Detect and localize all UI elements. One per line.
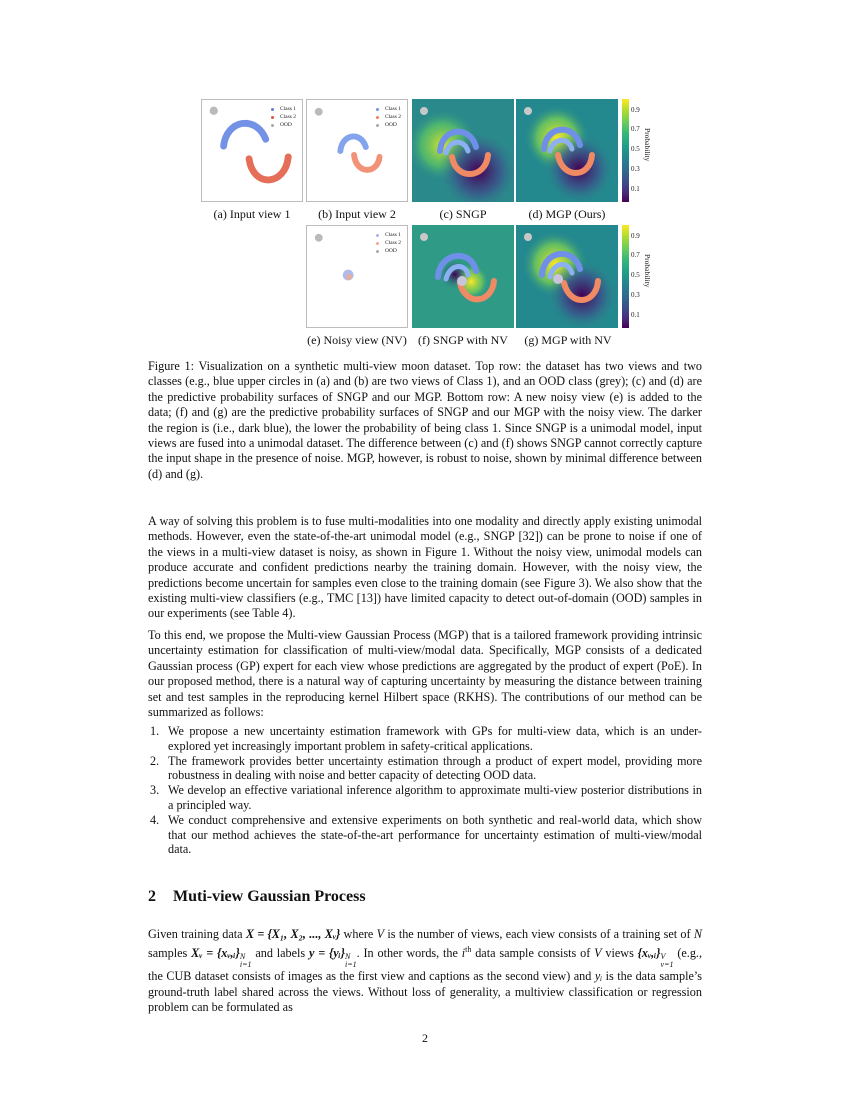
legend-class2: Class 2 <box>384 240 401 246</box>
panel-input-view-1 <box>201 99 303 202</box>
text: data sample consists of <box>471 946 595 961</box>
subcaption-a: (a) Input view 1 <box>213 207 291 221</box>
list-number: 2. <box>150 753 160 768</box>
text: samples <box>148 946 192 961</box>
subcaption-d: (d) MGP (Ours) <box>528 207 606 221</box>
subcaption-c: (c) SNGP <box>439 207 487 221</box>
list-number: 3. <box>150 783 160 798</box>
section-title: Muti-view Gaussian Process <box>173 888 366 905</box>
colorbar-top <box>622 99 629 202</box>
legend-ood: OOD <box>279 122 292 128</box>
text: (e.g., the CUB dataset consists of images as the first view and captions as the second view) and <box>148 946 703 984</box>
math-expression: X = {X₁, X₂, ..., Xᵥ} <box>245 927 341 941</box>
legend-class1: Class 1 <box>384 232 401 238</box>
list-text: We develop an effective variational inference algorithm to approximate multi-view posterior distributions in a principled way. <box>168 783 702 812</box>
subcaption-f: (f) SNGP with NV <box>418 333 508 347</box>
ood-marker-icon <box>376 124 379 127</box>
page-number: 2 <box>422 1031 428 1045</box>
heatmap-sngp-nv <box>412 225 514 328</box>
math-expression: N <box>693 927 703 941</box>
subcaption-e: (e) Noisy view (NV) <box>307 333 407 347</box>
class2-marker-icon <box>271 116 274 119</box>
heatmap-mgp <box>516 99 618 202</box>
colorbar-tick: 0.3 <box>631 165 640 173</box>
colorbar-tick: 0.9 <box>631 106 640 114</box>
subcaption-b: (b) Input view 2 <box>318 207 396 221</box>
math-expression: Xᵥ = {xᵥ,ᵢ} <box>191 946 240 961</box>
colorbar-label: Probability <box>643 128 652 162</box>
colorbar-tick: 0.7 <box>631 251 640 259</box>
section-number: 2 <box>148 888 156 905</box>
figure-caption: Figure 1: Visualization on a synthetic multi-view moon dataset. Top row: the dataset has two views and two classes (e.g., blue upper circles in (a) and (b) are two views of Class 1), and an OOD class (grey); (c) and (d) are the predictive probability surfaces of SNGP and our MGP. Bottom row: A new noisy view (e) is added to the data; (f) and (g) are the predictive probability surfaces of SNGP and our MGP with the noisy view. The darker the region is (i.e., dark blue), the lower the probability of being class 1. Since SNGP is a unimodal model, input views are fused into a unimodal dataset. The difference between (c) and (f) shows SNGP cannot correctly capture the input shape in the presence of noise. MGP, however, is robust to noise, shown by minimal difference between (d) and (g). <box>148 359 702 481</box>
text: . In other words, the <box>356 946 462 961</box>
panel-input-view-2 <box>306 99 408 202</box>
heatmap-mgp-nv <box>516 225 618 328</box>
math-limits <box>345 953 357 969</box>
colorbar-label: Probability <box>643 254 652 288</box>
class1-marker-icon <box>376 234 379 237</box>
math-expression: {xᵥ,ᵢ} <box>637 946 661 961</box>
legend-ood: OOD <box>384 122 397 128</box>
math-expression: V <box>594 946 602 961</box>
plot-legend <box>376 105 401 129</box>
math-limits <box>240 953 252 969</box>
math-expression: yᵢ <box>594 969 603 984</box>
colorbar-tick: 0.3 <box>631 291 640 299</box>
legend-class1: Class 1 <box>384 106 401 112</box>
colorbar-tick: 0.1 <box>631 185 640 193</box>
panel-noisy-view <box>306 225 408 328</box>
contribution-item <box>148 783 702 812</box>
ood-marker-icon <box>271 124 274 127</box>
list-text: We propose a new uncertainty estimation framework with GPs for multi-view data, which is an under-explored yet increasingly important problem in safety-critical applications. <box>168 724 702 753</box>
legend-class1: Class 1 <box>279 106 296 112</box>
contribution-item <box>148 754 702 783</box>
panel-mgp-with-nv <box>516 225 618 328</box>
ood-marker-icon <box>376 250 379 253</box>
panel-mgp <box>516 99 618 202</box>
math-sub: v=1 <box>660 960 674 970</box>
class2-marker-icon <box>376 242 379 245</box>
plot-legend <box>271 105 296 129</box>
math-expression: y = {yᵢ} <box>309 946 345 961</box>
legend-ood: OOD <box>384 248 397 254</box>
section-heading <box>148 888 366 906</box>
math-sup: N <box>239 952 246 962</box>
legend-class2: Class 2 <box>384 114 401 120</box>
contribution-item <box>148 813 702 857</box>
math-sub: i=1 <box>345 960 357 970</box>
contributions-list <box>148 724 702 857</box>
colorbar-tick: 0.9 <box>631 232 640 240</box>
text: Given training data <box>148 927 246 941</box>
text: is the data sample’s ground-truth label shared across the views. Without loss of generality, a multiview classification or regression problem can be formulated as <box>148 969 702 1015</box>
text: views <box>601 946 638 961</box>
legend-class2: Class 2 <box>279 114 296 120</box>
list-text: The framework provides better uncertainty estimation through a product of expert model, providing more robustness in dealing with noise and better capacity of detecting OOD data. <box>168 753 702 783</box>
math-limits <box>661 953 674 969</box>
colorbar-tick: 0.7 <box>631 125 640 133</box>
list-text: We conduct comprehensive and extensive experiments on both synthetic and real-world data, which show that our method achieves the state-of-the-art performance for uncertainty estimation of multi-view/modal data. <box>168 813 702 857</box>
math-sup: N <box>345 952 351 962</box>
colorbar-tick: 0.5 <box>631 145 640 153</box>
text: is the number of views, each view consists of a training set of <box>384 927 694 941</box>
panel-sngp <box>412 99 514 202</box>
class2-marker-icon <box>376 116 379 119</box>
plot-legend <box>376 231 401 255</box>
colorbar-tick: 0.5 <box>631 271 640 279</box>
panel-sngp-with-nv <box>412 225 514 328</box>
subcaption-g: (g) MGP with NV <box>524 333 612 347</box>
math-expression: V <box>376 927 385 941</box>
math-sup: V <box>660 952 666 962</box>
contribution-item <box>148 724 702 753</box>
section-paragraph <box>148 927 702 1016</box>
list-number: 4. <box>150 813 160 828</box>
heatmap-sngp <box>412 99 514 202</box>
math-expression: i <box>461 946 466 961</box>
colorbar-tick: 0.1 <box>631 311 640 319</box>
class1-marker-icon <box>271 108 274 111</box>
text: where <box>340 927 377 941</box>
list-number: 1. <box>150 724 160 738</box>
math-sub: i=1 <box>239 960 252 970</box>
text: and labels <box>251 946 310 961</box>
math-sup: th <box>465 945 472 955</box>
class1-marker-icon <box>376 108 379 111</box>
body-paragraph-2: To this end, we propose the Multi-view Gaussian Process (MGP) that is a tailored framework providing intrinsic uncertainty estimation for classification of multi-view/modal data. Specifically, MGP consists of a dedicated Gaussian process (GP) expert for each view whose predictions are aggregated by the product of expert (PoE). In our proposed method, there is a natural way of capturing uncertainty by measuring the distance between training set and test samples in the reproducing kernel Hilbert space (RKHS). The contributions of our method can be summarized as follows: <box>148 628 702 720</box>
body-paragraph-1: A way of solving this problem is to fuse multi-modalities into one modality and directly apply existing unimodal methods. However, even the state-of-the-art unimodal model (e.g., SNGP [32]) can be prone to noise if one of the views in a multi-view dataset is noisy, as shown in Figure 1. Without the noisy view, unimodal models can produce accurate and confident predictions nearby the training domain. However, with the noisy view, the predictions become uncertain for samples even close to the training domain (see Figure 3). We also show that the existing multi-view classifiers (e.g., TMC [13]) have limited capacity to detect out-of-domain (OOD) samples in our experiments (see Table 4). <box>148 514 702 621</box>
colorbar-bottom <box>622 225 629 328</box>
